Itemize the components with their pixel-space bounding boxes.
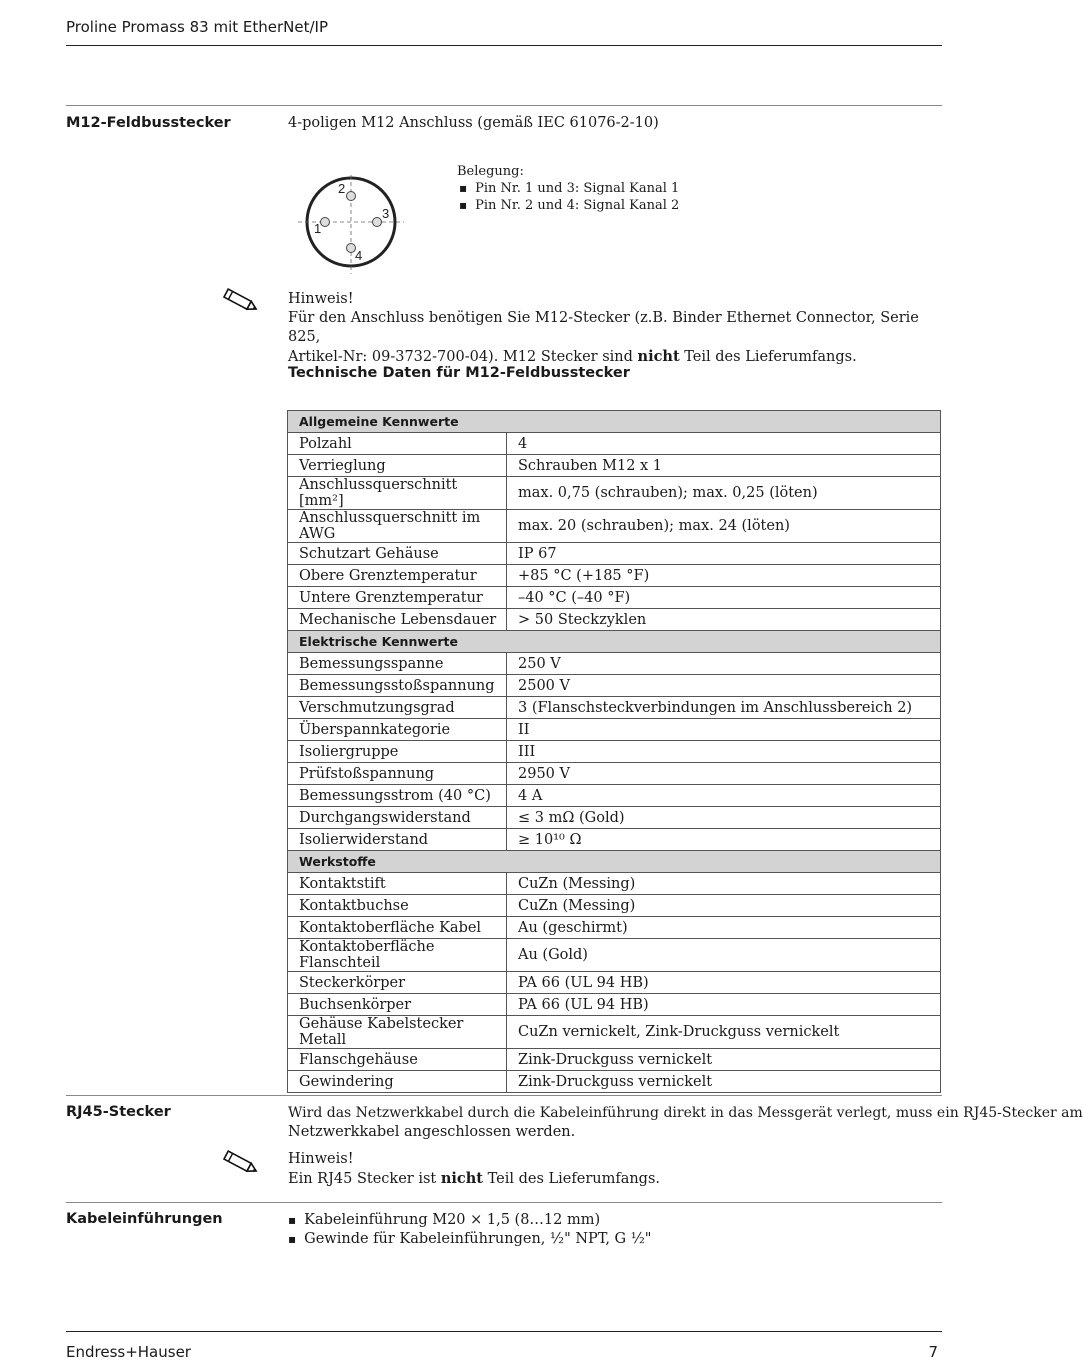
property-name: Isolierwiderstand xyxy=(288,829,507,851)
property-value: max. 20 (schrauben); max. 24 (löten) xyxy=(507,510,941,543)
property-name: Bemessungsstoßspannung xyxy=(288,675,507,697)
property-value: > 50 Steckzyklen xyxy=(507,609,941,631)
group-title: Allgemeine Kennwerte xyxy=(288,411,941,433)
property-name: Verrieglung xyxy=(288,455,507,477)
property-value: 3 (Flanschsteckverbindungen im Anschlussbereich 2) xyxy=(507,697,941,719)
table-group-header xyxy=(288,411,941,433)
table-group-header xyxy=(288,631,941,653)
table-row xyxy=(288,510,941,543)
footer-brand: Endress+Hauser xyxy=(66,1343,191,1361)
property-name: Isoliergruppe xyxy=(288,741,507,763)
property-value: 4 A xyxy=(507,785,941,807)
assignment-title: Belegung: xyxy=(457,164,524,179)
rj45-text-line: Wird das Netzwerkkabel durch die Kabeleinführung direkt in das Messgerät verlegt, muss ein RJ45-Stecker am xyxy=(288,1105,1083,1121)
table-row xyxy=(288,785,941,807)
table-row xyxy=(288,653,941,675)
table-row xyxy=(288,807,941,829)
cable-list xyxy=(288,1211,651,1249)
table-row xyxy=(288,433,941,455)
table-row xyxy=(288,1016,941,1049)
table-row xyxy=(288,543,941,565)
property-name: Polzahl xyxy=(288,433,507,455)
property-value: ≥ 10¹⁰ Ω xyxy=(507,829,941,851)
property-value: III xyxy=(507,741,941,763)
list-item: ▪ Kabeleinführung M20 × 1,5 (8…12 mm) xyxy=(288,1211,651,1230)
page-number: 7 xyxy=(928,1343,938,1361)
property-name: Kontaktoberfläche Flanschteil xyxy=(288,939,507,972)
section-divider xyxy=(66,1202,942,1203)
group-title: Werkstoffe xyxy=(288,851,941,873)
property-value: Zink-Druckguss vernickelt xyxy=(507,1049,941,1071)
note-line: Ein RJ45 Stecker ist nicht Teil des Lieferumfangs. xyxy=(288,1170,661,1187)
footer-rule xyxy=(66,1331,942,1332)
table-row xyxy=(288,873,941,895)
property-name: Durchgangswiderstand xyxy=(288,807,507,829)
property-name: Prüfstoßspannung xyxy=(288,763,507,785)
note-line: Für den Anschluss benötigen Sie M12-Stecker (z.B. Binder Ethernet Connector, Serie 825, xyxy=(288,310,919,345)
note-title: Hinweis! xyxy=(288,291,354,307)
property-value: Zink-Druckguss vernickelt xyxy=(507,1071,941,1093)
table-row xyxy=(288,972,941,994)
property-name: Verschmutzungsgrad xyxy=(288,697,507,719)
property-value: max. 0,75 (schrauben); max. 0,25 (löten) xyxy=(507,477,941,510)
tech-data-table xyxy=(287,410,941,1093)
m12-note xyxy=(288,290,950,367)
table-row xyxy=(288,609,941,631)
property-value: 2500 V xyxy=(507,675,941,697)
m12-connection-text: 4-poligen M12 Anschluss (gemäß IEC 61076-2-10) xyxy=(288,115,659,131)
property-value: CuZn (Messing) xyxy=(507,873,941,895)
table-row xyxy=(288,719,941,741)
pin-4-label: 4 xyxy=(355,248,363,263)
property-value: –40 °C (–40 °F) xyxy=(507,587,941,609)
table-row xyxy=(288,565,941,587)
table-row xyxy=(288,741,941,763)
property-value: ≤ 3 mΩ (Gold) xyxy=(507,807,941,829)
property-name: Anschlussquerschnitt [mm²] xyxy=(288,477,507,510)
property-name: Gehäuse Kabelstecker Metall xyxy=(288,1016,507,1049)
table-row xyxy=(288,1049,941,1071)
property-value: PA 66 (UL 94 HB) xyxy=(507,994,941,1016)
property-value: +85 °C (+185 °F) xyxy=(507,565,941,587)
section-divider xyxy=(66,1095,942,1096)
property-name: Bemessungsspanne xyxy=(288,653,507,675)
cable-section-label: Kabeleinführungen xyxy=(66,1211,223,1227)
property-value: IP 67 xyxy=(507,543,941,565)
property-name: Kontaktoberfläche Kabel xyxy=(288,917,507,939)
table-group-header xyxy=(288,851,941,873)
table-row xyxy=(288,994,941,1016)
table-row xyxy=(288,763,941,785)
group-title: Elektrische Kennwerte xyxy=(288,631,941,653)
assignment-item: ▪ Pin Nr. 2 und 4: Signal Kanal 2 xyxy=(457,197,679,214)
property-value: Au (geschirmt) xyxy=(507,917,941,939)
property-value: PA 66 (UL 94 HB) xyxy=(507,972,941,994)
table-row xyxy=(288,587,941,609)
property-value: CuZn (Messing) xyxy=(507,895,941,917)
property-name: Kontaktbuchse xyxy=(288,895,507,917)
table-row xyxy=(288,455,941,477)
property-value: Au (Gold) xyxy=(507,939,941,972)
table-row xyxy=(288,697,941,719)
m12-pin-diagram xyxy=(296,175,408,275)
property-name: Anschlussquerschnitt im AWG xyxy=(288,510,507,543)
property-value: Schrauben M12 x 1 xyxy=(507,455,941,477)
property-name: Mechanische Lebensdauer xyxy=(288,609,507,631)
table-row xyxy=(288,939,941,972)
property-value: 2950 V xyxy=(507,763,941,785)
table-row xyxy=(288,917,941,939)
note-line: Artikel-Nr: 09-3732-700-04). M12 Stecker sind nicht Teil des Lieferumfangs. xyxy=(288,348,857,365)
property-name: Obere Grenztemperatur xyxy=(288,565,507,587)
pencil-icon xyxy=(220,1150,260,1176)
pin-2-label: 2 xyxy=(338,181,346,196)
pin-3-label: 3 xyxy=(382,206,390,221)
list-item: ▪ Gewinde für Kabeleinführungen, ½" NPT, G ½" xyxy=(288,1230,651,1249)
property-name: Überspannkategorie xyxy=(288,719,507,741)
property-name: Buchsenkörper xyxy=(288,994,507,1016)
table-row xyxy=(288,675,941,697)
pin-1-label: 1 xyxy=(314,221,322,236)
note-title: Hinweis! xyxy=(288,1151,354,1167)
rj45-text xyxy=(288,1104,1083,1142)
assignment-item: ▪ Pin Nr. 1 und 3: Signal Kanal 1 xyxy=(457,180,679,197)
property-name: Untere Grenztemperatur xyxy=(288,587,507,609)
property-value: 4 xyxy=(507,433,941,455)
section-divider xyxy=(66,105,942,106)
property-value: 250 V xyxy=(507,653,941,675)
property-value: II xyxy=(507,719,941,741)
table-row xyxy=(288,895,941,917)
rj45-note xyxy=(288,1150,660,1189)
property-name: Schutzart Gehäuse xyxy=(288,543,507,565)
header-title: Proline Promass 83 mit EtherNet/IP xyxy=(66,18,329,36)
property-value: CuZn vernickelt, Zink-Druckguss vernickelt xyxy=(507,1016,941,1049)
table-row xyxy=(288,829,941,851)
rj45-section-label: RJ45-Stecker xyxy=(66,1104,171,1120)
tech-data-heading: Technische Daten für M12-Feldbusstecker xyxy=(288,365,630,381)
pin-assignment xyxy=(457,163,679,214)
property-name: Bemessungsstrom (40 °C) xyxy=(288,785,507,807)
header-rule xyxy=(66,45,942,46)
property-name: Kontaktstift xyxy=(288,873,507,895)
rj45-text-line: Netzwerkkabel angeschlossen werden. xyxy=(288,1124,576,1140)
property-name: Gewindering xyxy=(288,1071,507,1093)
table-row xyxy=(288,1071,941,1093)
pencil-icon xyxy=(220,288,260,314)
table-row xyxy=(288,477,941,510)
property-name: Flanschgehäuse xyxy=(288,1049,507,1071)
m12-section-label: M12-Feldbusstecker xyxy=(66,115,231,131)
property-name: Steckerkörper xyxy=(288,972,507,994)
